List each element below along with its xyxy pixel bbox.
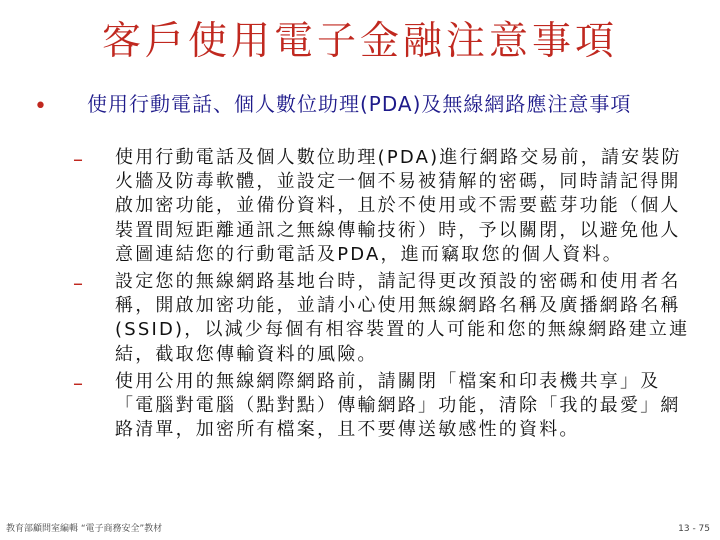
sub-bullet-text: 使用公用的無線網際網路前，請關閉「檔案和印表機共享」及「電腦對電腦（點對點）傳輸網路」功能，清除「我的最愛」網路清單，加密所有檔案，且不要傳送敏感性的資料。 <box>115 370 681 441</box>
sub-bullet-item <box>55 146 695 267</box>
dash-marker: – <box>73 271 83 296</box>
dash-marker: – <box>73 147 83 171</box>
page-number: 13 - 75 <box>678 524 710 534</box>
bullet-heading: 使用行動電話、個人數位助理(PDA)及無線網路應注意事項 <box>87 92 632 116</box>
footer-source: 教育部顧問室編輯 “電子商務安全”教材 <box>6 524 163 534</box>
slide-title: 客戶使用電子金融注意事項 <box>101 19 618 64</box>
sub-bullet-list <box>55 146 695 442</box>
sub-bullet-item <box>55 270 695 367</box>
sub-bullet-item <box>55 370 695 443</box>
sub-bullet-text: 設定您的無線網路基地台時，請記得更改預設的密碼和使用者名稱，開啟加密功能，並請小心使用無線網路名稱及廣播網路名稱(SSID)，以減少每個有相容裝置的人可能和您的無線網路建立連結，截取您傳輸資料的風險。 <box>115 271 690 365</box>
sub-bullet-text: 使用行動電話及個人數位助理(PDA)進行網路交易前，請安裝防火牆及防毒軟體，並設定一個不易被猜解的密碼，同時請記得開啟加密功能，並備份資料，且於不使用或不需要藍芽功能（個人裝置間短距離通訊之無線傳輸技術）時，予以關閉，以避免他人意圖連結您的行動電話及PDA，進而竊取您的個人資料。 <box>115 147 682 265</box>
dash-marker: – <box>73 370 83 395</box>
bullet-marker: • <box>34 94 47 119</box>
